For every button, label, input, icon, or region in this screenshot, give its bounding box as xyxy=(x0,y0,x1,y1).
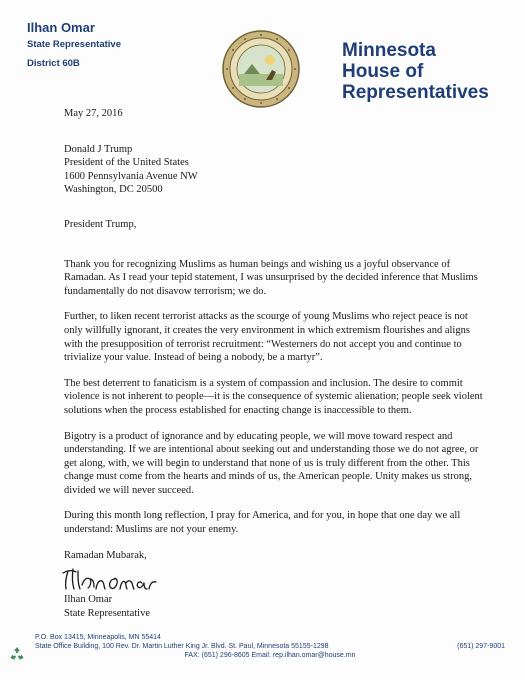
sender-title: State Representative xyxy=(27,39,121,50)
footer-phone: (651) 297-9001 xyxy=(457,643,505,650)
paragraph-1: Thank you for recognizing Muslims as human beings and wishing us a joyful observance of Ramadan. As I read your tepid statement, I was unsurprised by the decided inference that Muslims fundamentally do not disavow terrorism; we do. xyxy=(64,258,478,297)
salutation: President Trump, xyxy=(64,218,137,230)
paragraph-2: Further, to liken recent terrorist attacks as the scourge of young Muslims who reject peace is not only willfully ignorant, it creates the very environment in which extremism flourishes and aligns with the presupposition of terrorist recruitment: “Westerners do not accept you and continue to trivialize your value. Instead of being a nobody, be a martyr”. xyxy=(64,311,470,364)
recipient-title: President of the United States xyxy=(64,157,189,169)
org-line-2: House of xyxy=(342,61,424,82)
letter-body xyxy=(64,107,484,562)
signer-name: Ilhan Omar xyxy=(64,594,113,605)
letterhead-organization xyxy=(342,40,489,103)
recycle-icon xyxy=(9,646,25,662)
paragraph-3: The best deterrent to fanaticism is a system of compassion and inclusion. The desire to commit violence is not inherent to people—it is the consequence of systemic alienation; people seek violent solutions when the process established for enacting change is inaccessible to them. xyxy=(64,377,483,416)
minnesota-house-seal-icon xyxy=(222,30,300,108)
recipient-city: Washington, DC 20500 xyxy=(64,184,163,196)
sender-district: District 60B xyxy=(27,58,80,69)
paragraph-5: During this month long reflection, I pray for America, and for you, in hope that one day we all understand: Muslims are not your enemy. xyxy=(64,510,461,536)
letterhead-footer xyxy=(35,633,505,660)
recipient-address xyxy=(64,143,484,197)
footer-office-address: State Office Building, 100 Rev. Dr. Martin Luther King Jr. Blvd. St. Paul, Minnesota 55155-1298 xyxy=(35,643,329,650)
paragraph-4: Bigotry is a product of ignorance and by educating people, we will move toward respect and understanding. If we are intentional about seeking out and understanding those we do not agree, or get along, with, we will begin to understand that none of us is truly different from the other. This change must come from the hearts and minds of us, the American people. Unity makes us strong, divided we will never succeed. xyxy=(64,430,479,496)
sender-name: Ilhan Omar xyxy=(27,20,95,35)
closing: Ramadan Mubarak, xyxy=(64,549,147,561)
recipient-street: 1600 Pennsylvania Avenue NW xyxy=(64,170,198,182)
footer-po-box: P.O. Box 13415, Minneapolis, MN 55414 xyxy=(35,634,161,641)
letter-date: May 27, 2016 xyxy=(64,108,123,119)
org-line-3: Representatives xyxy=(342,82,489,103)
signer-block xyxy=(64,593,150,620)
signer-title: State Representative xyxy=(64,607,151,619)
footer-office-row xyxy=(35,642,505,651)
footer-fax-email: FAX: (651) 296-8605 Email: rep.ilhan.omar@house.mn xyxy=(184,652,356,659)
org-line-1: Minnesota xyxy=(342,40,436,61)
recipient-name: Donald J Trump xyxy=(64,143,133,155)
letterhead-sender xyxy=(27,20,121,69)
handwritten-signature xyxy=(60,565,170,593)
